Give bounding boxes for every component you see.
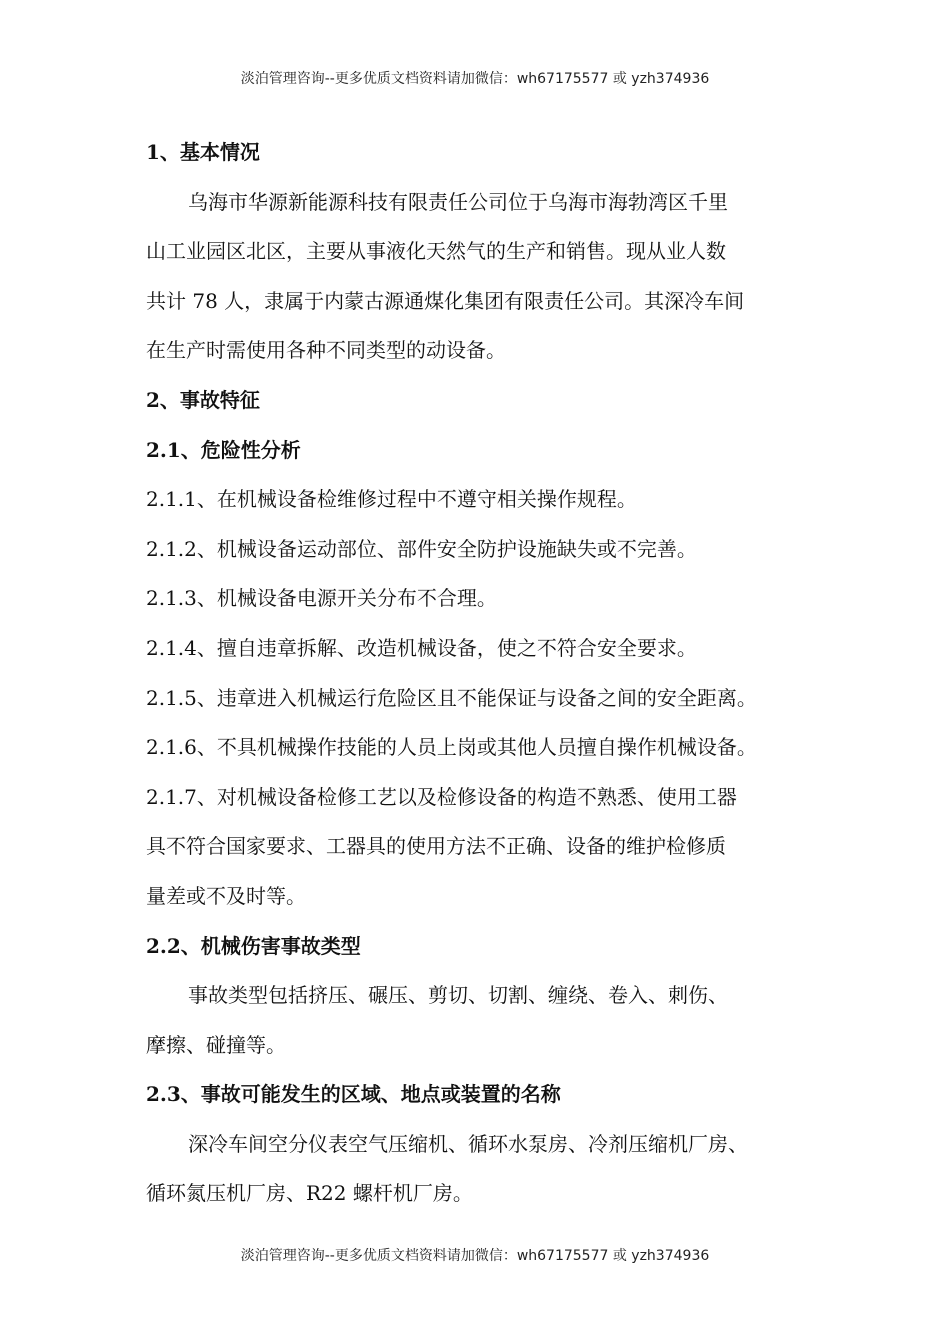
- list-item: 2.1.5、违章进入机械运行危险区且不能保证与设备之间的安全距离。: [146, 685, 757, 710]
- paragraph-line: 循环氮压机厂房、R22 螺杆机厂房。: [146, 1181, 473, 1206]
- paragraph-line: 深冷车间空分仪表空气压缩机、循环水泵房、冷剂压缩机厂房、: [188, 1131, 748, 1156]
- list-item: 2.1.7、对机械设备检修工艺以及检修设备的构造不熟悉、使用工器: [146, 784, 737, 809]
- section-heading-accident-features: 2、事故特征: [146, 387, 260, 412]
- subsection-heading-hazard-analysis: 2.1、危险性分析: [146, 437, 301, 462]
- document-body: [146, 128, 826, 1219]
- list-item: 2.1.1、在机械设备检维修过程中不遵守相关操作规程。: [146, 487, 637, 512]
- paragraph-line: 事故类型包括挤压、碾压、剪切、切割、缠绕、卷入、刺伤、: [188, 983, 728, 1008]
- page-header: 淡泊管理咨询--更多优质文档资料请加微信：wh67175577 或 yzh374936: [240, 71, 710, 87]
- section-heading-basic-info: 1、基本情况: [146, 140, 260, 164]
- paragraph-line: 乌海市华源新能源科技有限责任公司位于乌海市海勃湾区千里: [188, 189, 728, 214]
- subsection-heading-injury-types: 2.2、机械伤害事故类型: [146, 933, 361, 958]
- paragraph-line: 在生产时需使用各种不同类型的动设备。: [146, 338, 506, 363]
- list-item: 2.1.2、机械设备运动部位、部件安全防护设施缺失或不完善。: [146, 536, 697, 561]
- paragraph-line: 量差或不及时等。: [146, 883, 306, 908]
- paragraph-line: 摩擦、碰撞等。: [146, 1032, 286, 1057]
- page-footer: 淡泊管理咨询--更多优质文档资料请加微信：wh67175577 或 yzh374936: [240, 1248, 710, 1264]
- list-item: 2.1.4、擅自违章拆解、改造机械设备，使之不符合安全要求。: [146, 635, 697, 660]
- list-item: 2.1.6、不具机械操作技能的人员上岗或其他人员擅自操作机械设备。: [146, 735, 757, 760]
- paragraph-line: 共计 78 人，隶属于内蒙古源通煤化集团有限责任公司。其深冷车间: [146, 288, 745, 313]
- subsection-heading-locations: 2.3、事故可能发生的区域、地点或装置的名称: [146, 1082, 561, 1107]
- paragraph-line: 山工业园区北区，主要从事液化天然气的生产和销售。现从业人数: [146, 239, 726, 264]
- list-item: 2.1.3、机械设备电源开关分布不合理。: [146, 586, 497, 611]
- paragraph-line: 具不符合国家要求、工器具的使用方法不正确、设备的维护检修质: [146, 834, 726, 859]
